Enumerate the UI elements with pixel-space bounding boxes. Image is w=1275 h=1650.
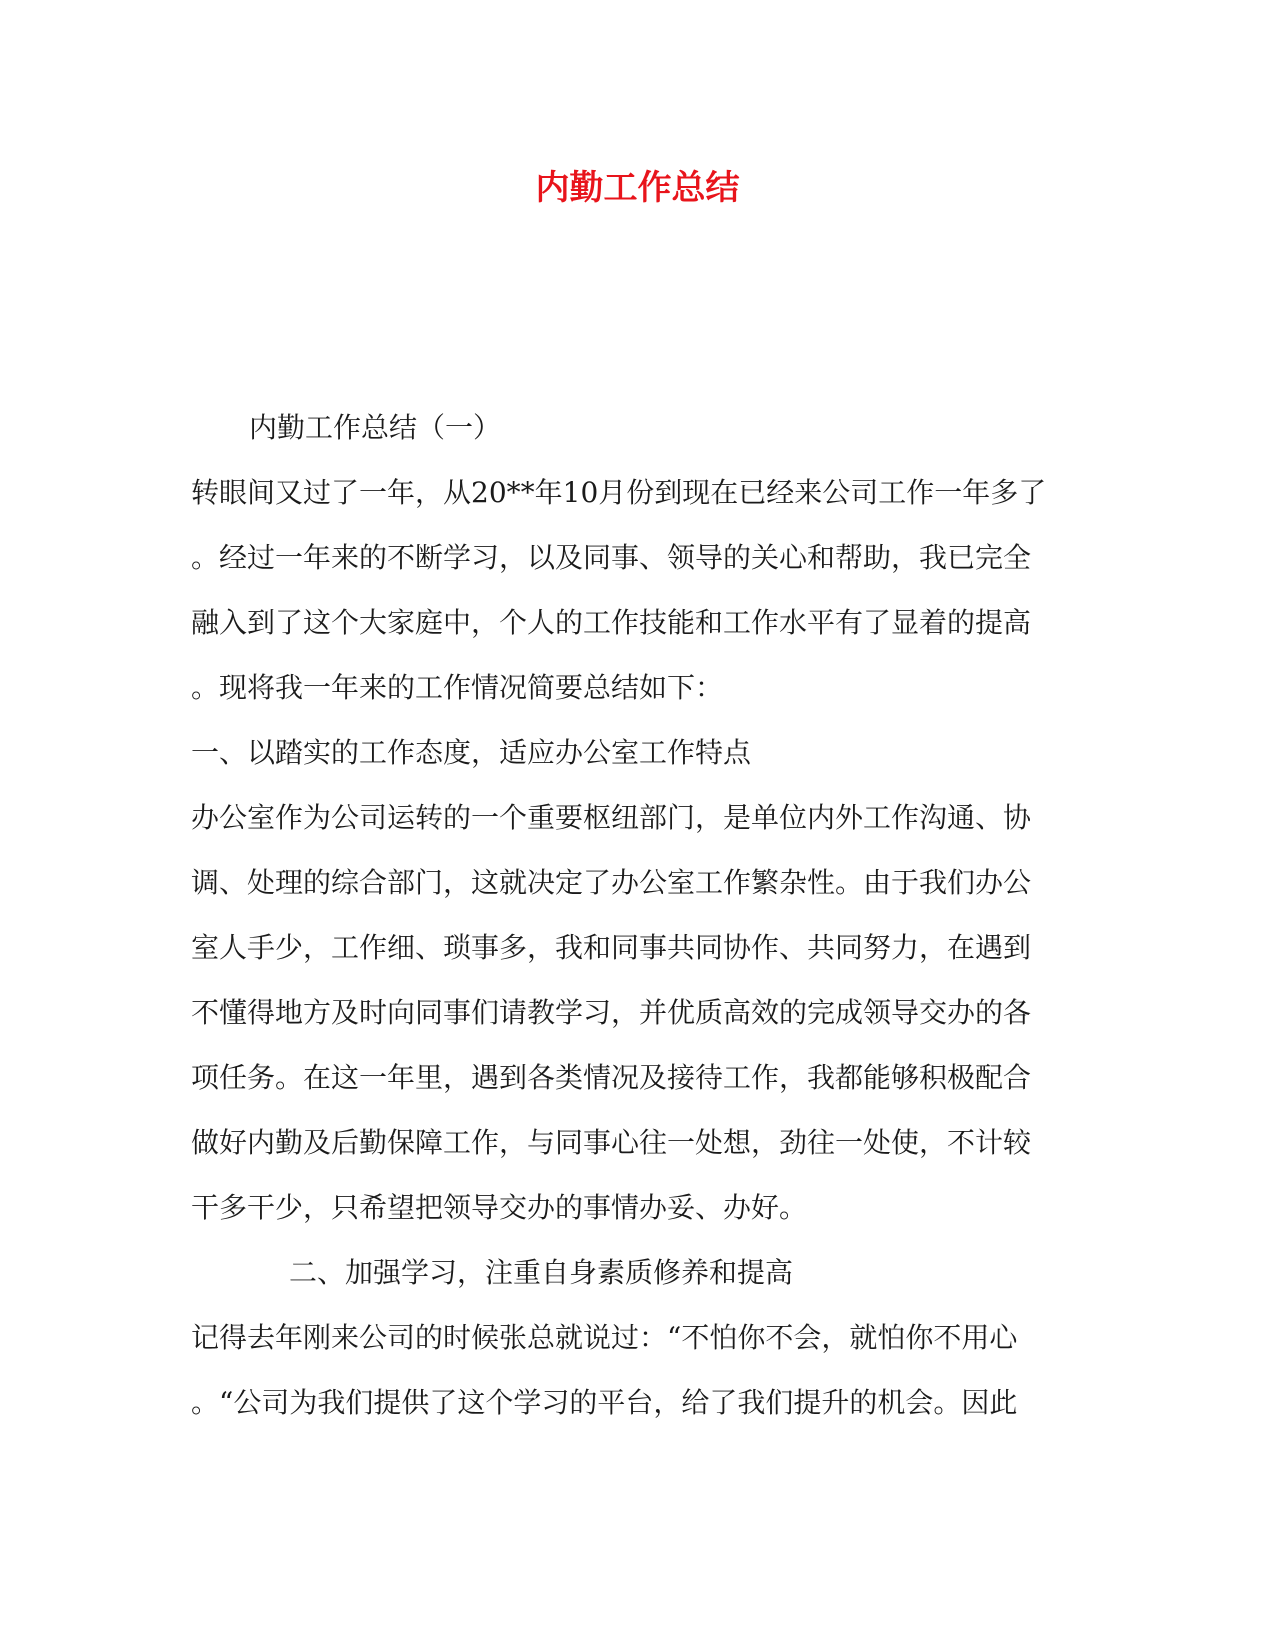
section-heading: 一、以踏实的工作态度，适应办公室工作特点 (191, 736, 752, 769)
document-body (191, 408, 1071, 1448)
paragraph-line: 融入到了这个大家庭中，个人的工作技能和工作水平有了显着的提高 (191, 606, 1032, 639)
paragraph-line: 。现将我一年来的工作情况简要总结如下： (191, 671, 724, 704)
paragraph-line: 记得去年刚来公司的时候张总就说过：“不怕你不会，就怕你不用心 (191, 1321, 1018, 1354)
paragraph-line: 。“公司为我们提供了这个学习的平台，给了我们提升的机会。因此 (191, 1386, 1018, 1419)
section-heading: 二、加强学习，注重自身素质修养和提高 (289, 1256, 794, 1289)
paragraph-line: 项任务。在这一年里，遇到各类情况及接待工作，我都能够积极配合 (191, 1061, 1032, 1094)
paragraph-line: 不懂得地方及时向同事们请教学习，并优质高效的完成领导交办的各 (191, 996, 1032, 1029)
paragraph-line: 办公室作为公司运转的一个重要枢纽部门，是单位内外工作沟通、协 (191, 801, 1032, 834)
paragraph-line: 调、处理的综合部门，这就决定了办公室工作繁杂性。由于我们办公 (191, 866, 1032, 899)
paragraph-line: 室人手少，工作细、琐事多，我和同事共同协作、共同努力，在遇到 (191, 931, 1032, 964)
section-heading: 内勤工作总结（一） (249, 411, 502, 444)
paragraph-line: 干多干少，只希望把领导交办的事情办妥、办好。 (191, 1191, 808, 1224)
paragraph-line: 转眼间又过了一年，从20**年10月份到现在已经来公司工作一年多了 (191, 476, 1047, 509)
paragraph-line: 做好内勤及后勤保障工作，与同事心往一处想，劲往一处使，不计较 (191, 1126, 1032, 1159)
document-title: 内勤工作总结 (535, 168, 740, 208)
paragraph-line: 。经过一年来的不断学习，以及同事、领导的关心和帮助，我已完全 (191, 541, 1032, 574)
